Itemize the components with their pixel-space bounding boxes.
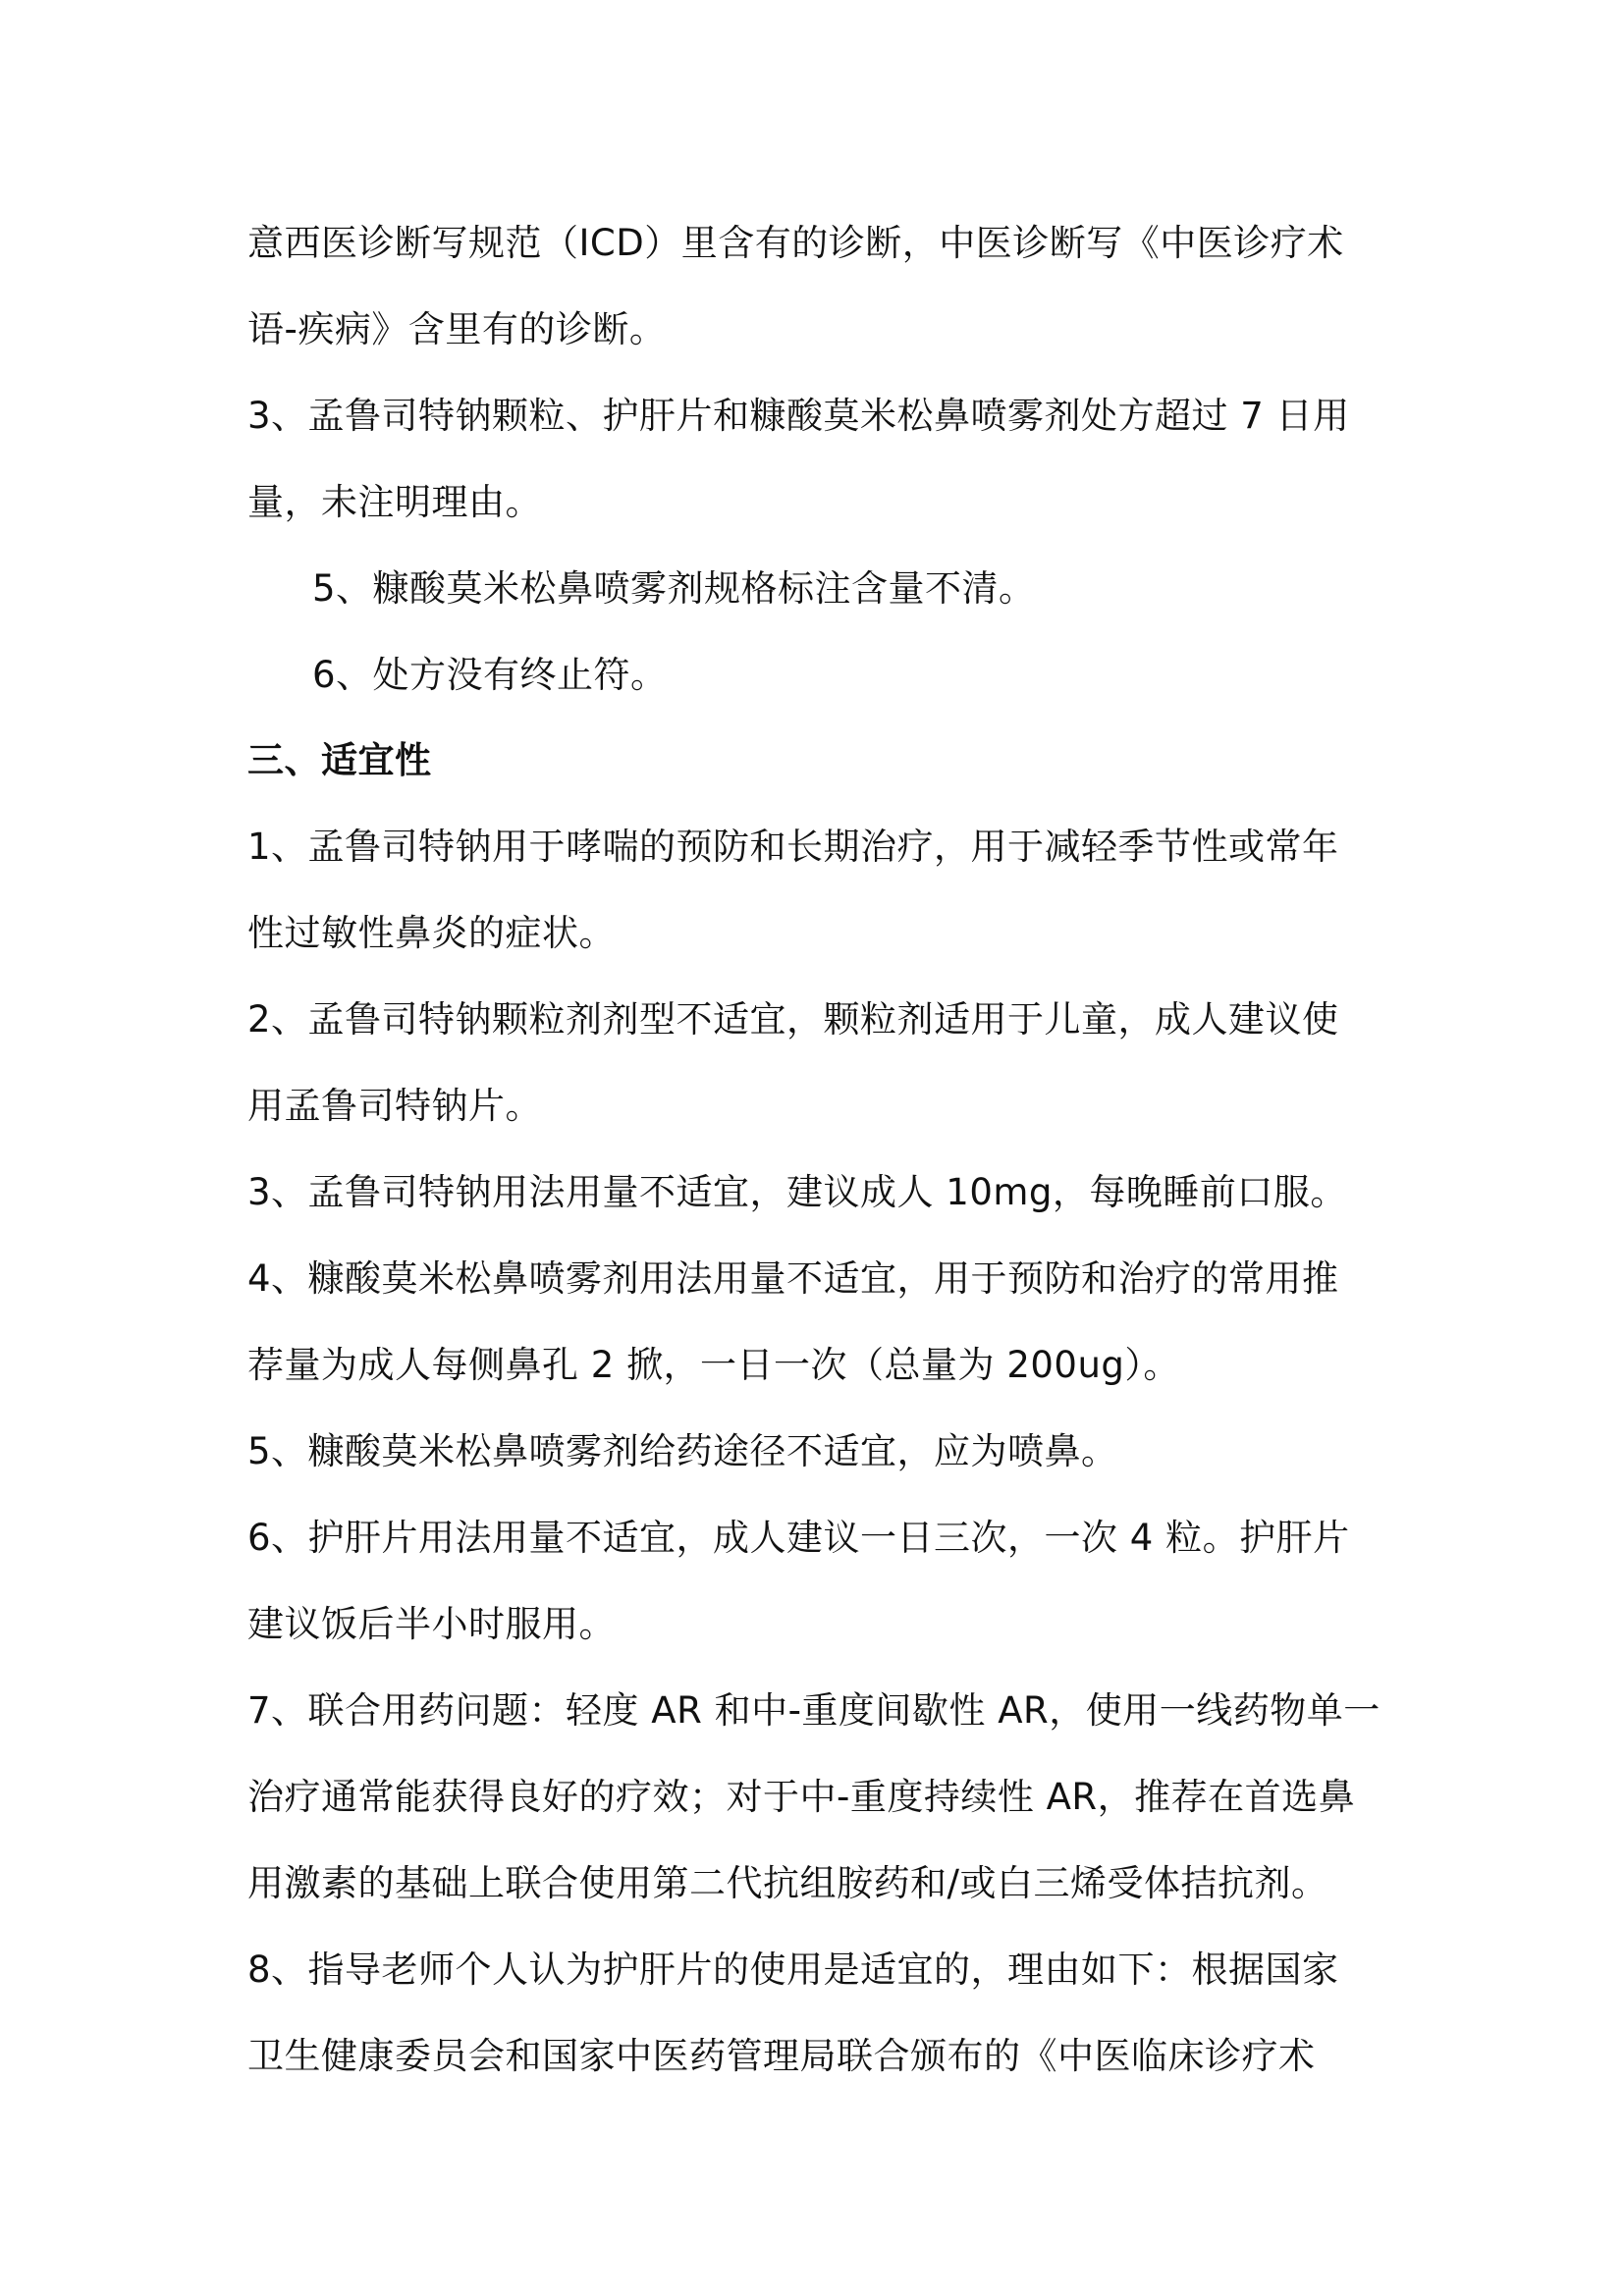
paragraph-line: 量，未注明理由。	[247, 481, 542, 523]
paragraph-line: 7、联合用药问题：轻度 AR 和中-重度间歇性 AR，使用一线药物单一	[247, 1689, 1380, 1732]
paragraph-line: 6、处方没有终止符。	[312, 654, 668, 696]
section-heading: 三、适宜性	[247, 739, 432, 781]
paragraph-line: 2、孟鲁司特钠颗粒剂剂型不适宜，颗粒剂适用于儿童，成人建议使	[247, 998, 1339, 1041]
paragraph-line: 性过敏性鼻炎的症状。	[247, 912, 616, 954]
paragraph-line: 5、糠酸莫米松鼻喷雾剂规格标注含量不清。	[312, 567, 1036, 610]
paragraph-line: 4、糠酸莫米松鼻喷雾剂用法用量不适宜，用于预防和治疗的常用推	[247, 1257, 1339, 1300]
paragraph-line: 荐量为成人每侧鼻孔 2 掀，一日一次（总量为 200ug）。	[247, 1344, 1180, 1386]
paragraph-line: 用激素的基础上联合使用第二代抗组胺药和/或白三烯受体拮抗剂。	[247, 1862, 1328, 1904]
paragraph-line: 6、护肝片用法用量不适宜，成人建议一日三次，一次 4 粒。护肝片	[247, 1517, 1350, 1559]
paragraph-line: 治疗通常能获得良好的疗效；对于中-重度持续性 AR，推荐在首选鼻	[247, 1776, 1356, 1818]
paragraph-line: 5、糠酸莫米松鼻喷雾剂给药途径不适宜，应为喷鼻。	[247, 1430, 1118, 1472]
paragraph-line: 8、指导老师个人认为护肝片的使用是适宜的，理由如下：根据国家	[247, 1949, 1339, 1991]
paragraph-line: 3、孟鲁司特钠用法用量不适宜，建议成人 10mg，每晚睡前口服。	[247, 1171, 1347, 1213]
paragraph-line: 用孟鲁司特钠片。	[247, 1085, 542, 1127]
paragraph-line: 意西医诊断写规范（ICD）里含有的诊断，中医诊断写《中医诊疗术	[247, 222, 1344, 264]
paragraph-line: 建议饭后半小时服用。	[247, 1603, 616, 1645]
paragraph-line: 1、孟鲁司特钠用于哮喘的预防和长期治疗，用于减轻季节性或常年	[247, 826, 1339, 868]
paragraph-line: 语-疾病》含里有的诊断。	[247, 308, 667, 350]
paragraph-line: 3、孟鲁司特钠颗粒、护肝片和糠酸莫米松鼻喷雾剂处方超过 7 日用	[247, 395, 1350, 437]
paragraph-line: 卫生健康委员会和国家中医药管理局联合颁布的《中医临床诊疗术	[247, 2035, 1316, 2077]
